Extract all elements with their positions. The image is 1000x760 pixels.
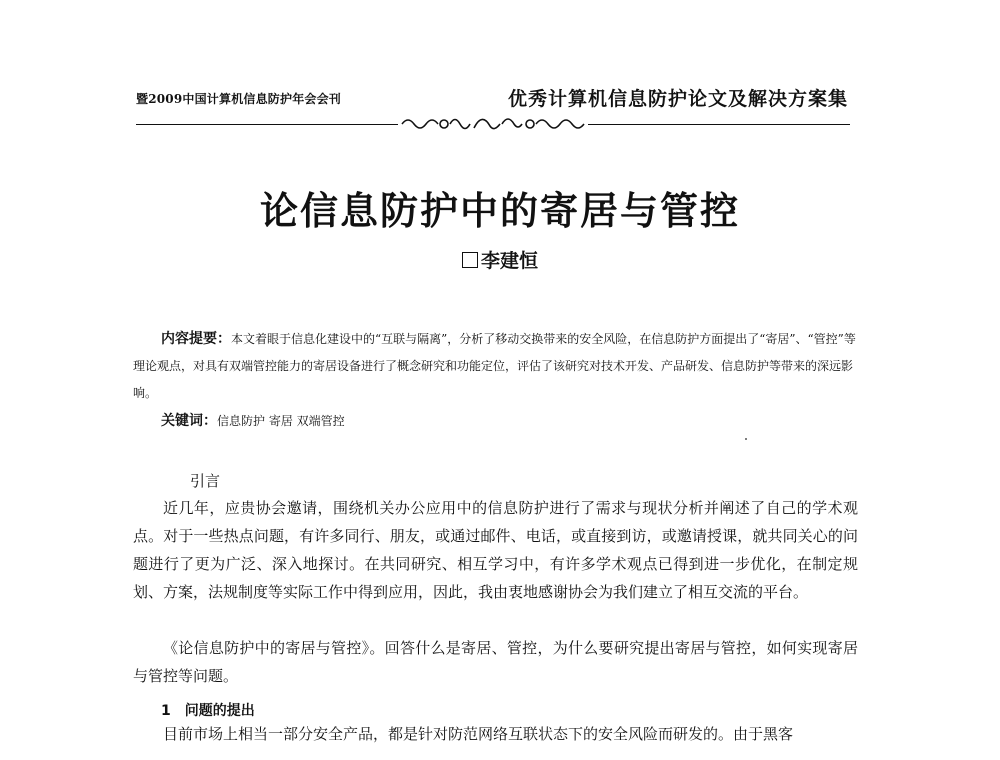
abstract: [133, 326, 858, 407]
author-name: 李建恒: [480, 250, 538, 272]
scan-speck: [745, 438, 747, 440]
paragraph: 目前市场上相当一部分安全产品，都是针对防范网络互联状态下的安全风险而研发的。由于黑客: [163, 725, 794, 743]
running-header-left: 暨2009中国计算机信息防护年会会刊: [136, 92, 341, 106]
author-box-icon: [462, 252, 478, 268]
section-heading-1: 1 问题的提出: [161, 703, 255, 719]
paper-title: 论信息防护中的寄居与管控: [259, 188, 740, 233]
keywords-text: 信息防护 寄居 双端管控: [217, 414, 345, 428]
author-line: [0, 246, 1000, 273]
header-rule-left: [136, 124, 398, 125]
running-header-right: 优秀计算机信息防护论文及解决方案集: [507, 88, 848, 110]
header-ornament-icon: [398, 112, 588, 136]
keywords-label: 关键词：: [161, 413, 217, 429]
abstract-label: 内容提要：: [161, 331, 231, 347]
keywords: [161, 410, 345, 430]
paragraph: 近几年，应贵协会邀请，围绕机关办公应用中的信息防护进行了需求与现状分析并阐述了自己的学术观点。对于一些热点问题，有许多同行、朋友，或通过邮件、电话，或直接到访，或邀请授课，就共同关心的问题进行了更为广泛、深入地探讨。在共同研究、相互学习中，有许多学术观点已得到进一步优化，在制定规划、方案，法规制度等实际工作中得到应用，因此，我由衷地感谢协会为我们建立了相互交流的平台。: [133, 499, 858, 601]
header-rule-right: [588, 124, 850, 125]
paragraph: 《论信息防护中的寄居与管控》。回答什么是寄居、管控，为什么要研究提出寄居与管控，如何实现寄居与管控等问题。: [133, 639, 858, 685]
abstract-text: 本文着眼于信息化建设中的“互联与隔离”，分析了移动交换带来的安全风险，在信息防护方面提出了“寄居”、“管控”等理论观点，对具有双端管控能力的寄居设备进行了概念研究和功能定位，评估了该研究对技术开发、产品研发、信息防护等带来的深远影响。: [133, 332, 856, 400]
section-heading-intro: 引言: [190, 472, 221, 490]
